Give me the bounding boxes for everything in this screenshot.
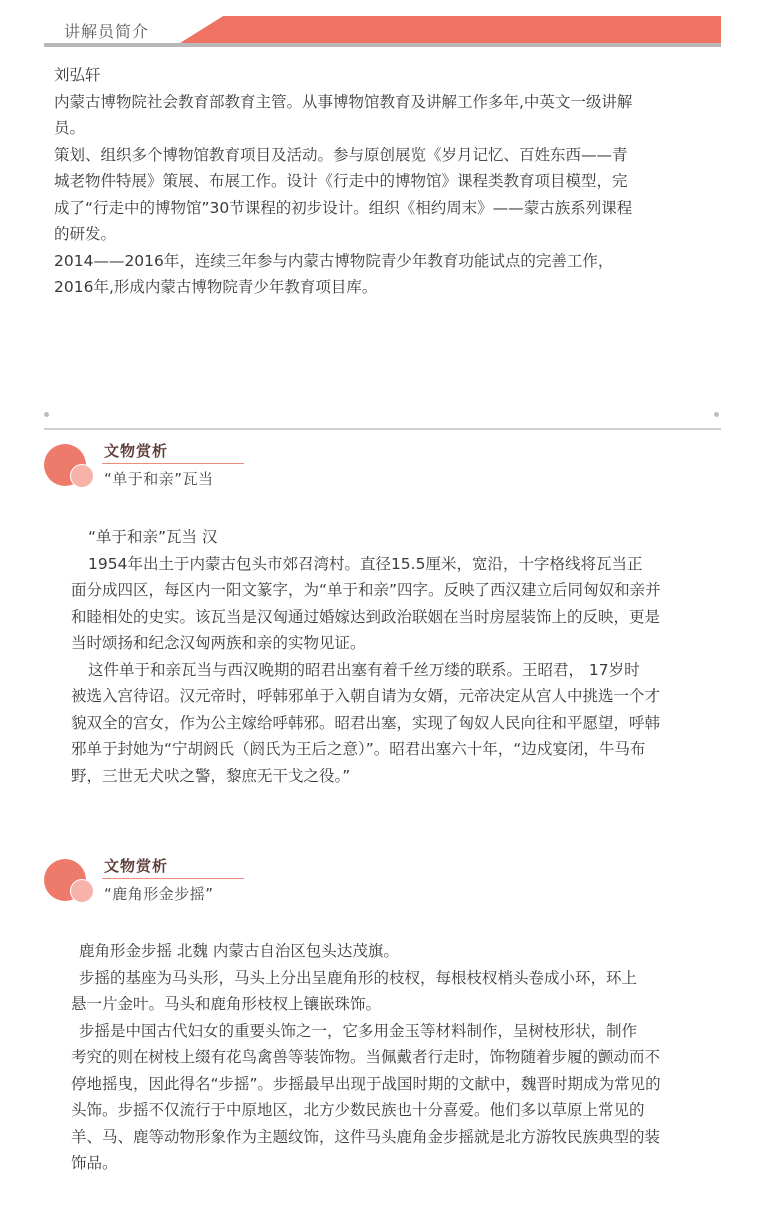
artifact-caption: 鹿角形金步摇 北魏 内蒙古自治区包头达茂旗。	[79, 942, 399, 960]
heading-circle-small-icon	[70, 879, 94, 903]
heading-underline	[102, 463, 244, 464]
body-line: 当时颂扬和纪念汉匈两族和亲的实物见证。	[71, 634, 366, 652]
section-banner	[44, 14, 721, 48]
body-line: 停地摇曳，因此得名“步摇”。步摇最早出现于战国时期的文献中，魏晋时期成为常见的	[71, 1074, 661, 1093]
artifact-heading-1	[44, 440, 254, 492]
intro-line: 内蒙古博物院社会教育部教育主管。从事博物馆教育及讲解工作多年,中英文一级讲解	[54, 92, 633, 111]
body-line: 这件单于和亲瓦当与西汉晚期的昭君出塞有着千丝万缕的联系。王昭君， 17岁时	[88, 660, 640, 679]
intro-line: 城老物件特展》策展、布展工作。设计《行走中的博物馆》课程类教育项目模型，完	[54, 172, 628, 190]
artifact-caption: “单于和亲”瓦当 汉	[88, 528, 218, 546]
intro-text	[54, 62, 722, 301]
section-subtitle: “鹿角形金步摇”	[104, 885, 214, 903]
divider-dot-left	[44, 412, 49, 417]
banner-accent-shape	[180, 16, 721, 43]
heading-circle-small-icon	[70, 464, 94, 488]
section-title: 文物赏析	[104, 857, 169, 875]
body-line: 考究的则在树枝上缀有花鸟禽兽等装饰物。当佩戴者行走时，饰物随着步履的颤动而不	[71, 1048, 661, 1066]
body-line: 貌双全的宫女，作为公主嫁给呼韩邪。昭君出塞，实现了匈奴人民向往和平愿望，呼韩	[71, 713, 661, 732]
section-subtitle: “单于和亲”瓦当	[104, 470, 214, 488]
body-line: 1954年出土于内蒙古包头市郊召湾村。直径15.5厘米，宽沿，十字格线将瓦当正	[88, 554, 643, 573]
section-divider	[44, 428, 721, 430]
artifact-heading-2	[44, 855, 254, 907]
body-line: 步摇的基座为马头形，马头上分出呈鹿角形的枝杈，每根枝杈梢头卷成小环，环上	[79, 968, 638, 987]
body-line: 步摇是中国古代妇女的重要头饰之一，它多用金玉等材料制作，呈树枝形状，制作	[79, 1021, 638, 1040]
intro-line: 员。	[54, 119, 86, 137]
body-line: 头饰。步摇不仅流行于中原地区，北方少数民族也十分喜爱。他们多以草原上常见的	[71, 1101, 645, 1119]
presenter-name: 刘弘轩	[54, 66, 101, 84]
intro-line: 2016年,形成内蒙古博物院青少年教育项目库。	[54, 278, 378, 296]
intro-line: 成了“行走中的博物馆”30节课程的初步设计。组织《相约周末》——蒙古族系列课程	[54, 198, 633, 217]
divider-dot-right	[714, 412, 719, 417]
intro-line: 策划、组织多个博物馆教育项目及活动。参与原创展览《岁月记忆、百姓东西——青	[54, 145, 628, 164]
heading-underline	[102, 878, 244, 879]
body-line: 邪单于封她为“宁胡阏氏（阏氏为王后之意）”。昭君出塞六十年，“边戍宴闭，牛马布	[71, 740, 646, 758]
section-title: 文物赏析	[104, 442, 169, 460]
artifact-description-1	[71, 524, 722, 789]
body-line: 饰品。	[71, 1154, 118, 1172]
body-line: 面分成四区，每区内一阳文篆字，为“单于和亲”四字。反映了西汉建立后同匈奴和亲并	[71, 581, 661, 599]
body-line: 和睦相处的史实。该瓦当是汉匈通过婚嫁达到政治联姻在当时房屋装饰上的反映，更是	[71, 607, 661, 626]
body-line: 野，三世无犬吠之警，黎庶无干戈之役。”	[71, 766, 351, 785]
body-line: 羊、马、鹿等动物形象作为主题纹饰，这件马头鹿角金步摇就是北方游牧民族典型的装	[71, 1127, 661, 1146]
banner-title: 讲解员简介	[64, 22, 150, 41]
artifact-description-2	[71, 938, 722, 1177]
banner-underline	[44, 43, 721, 47]
body-line: 被选入宫待诏。汉元帝时，呼韩邪单于入朝自请为女婿，元帝决定从宫人中挑选一个才	[71, 687, 661, 705]
intro-line: 2014——2016年，连续三年参与内蒙古博物院青少年教育功能试点的完善工作，	[54, 251, 614, 270]
body-line: 悬一片金叶。马头和鹿角形枝杈上镶嵌珠饰。	[71, 995, 382, 1013]
intro-line: 的研发。	[54, 225, 117, 243]
